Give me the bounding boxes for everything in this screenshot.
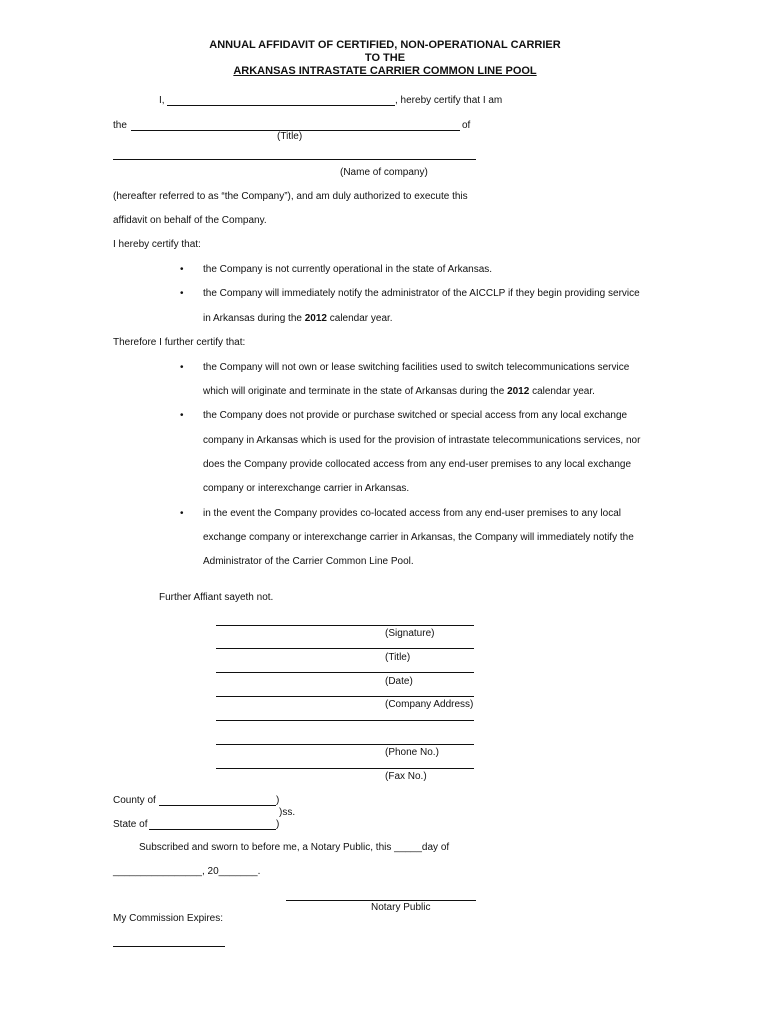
certify-bullet-2-line-1: the Company will immediately notify the administrator of the AICCLP if they begin providing service (203, 288, 640, 299)
certify-bullet-2-line-2: in Arkansas during the 2012 calendar year. (203, 313, 393, 324)
certify-bullet-1: the Company is not currently operational in the state of Arkansas. (203, 264, 493, 275)
certify-suffix: , hereby certify that I am (395, 95, 503, 106)
phone-label: (Phone No.) (385, 747, 439, 758)
i-prefix: I, (159, 95, 165, 106)
county-label: County of (113, 795, 156, 806)
date-line[interactable] (216, 672, 474, 673)
company-address-line[interactable] (216, 696, 474, 697)
document-title-line-2: TO THE (364, 52, 406, 64)
bullet-icon: • (180, 288, 184, 299)
signature-label: (Signature) (385, 628, 435, 639)
paren-bottom: ) (276, 819, 280, 830)
fax-line[interactable] (216, 768, 474, 769)
notary-signature-line[interactable] (286, 900, 476, 901)
county-line[interactable] (159, 805, 276, 806)
title-label: (Title) (277, 131, 303, 142)
further-bullet-2-line-3: does the Company provide collocated access from any end-user premises to any local exchange (203, 459, 632, 470)
bullet-icon: • (180, 508, 184, 519)
further-bullet-3-line-2: exchange company or interexchange carrier in Arkansas, the Company will immediately notify the (203, 532, 634, 543)
signer-title-line[interactable] (216, 648, 474, 649)
bullet-icon: • (180, 362, 184, 373)
document-title-line-1: ANNUAL AFFIDAVIT OF CERTIFIED, NON-OPERATIONAL CARRIER (209, 39, 561, 51)
paren-top: ) (276, 795, 280, 806)
signer-title-label: (Title) (385, 652, 411, 663)
date-label: (Date) (385, 676, 413, 687)
further-bullet-2-line-1: the Company does not provide or purchase switched or special access from any local exchange (203, 410, 628, 421)
state-label: State of (113, 819, 148, 830)
further-bullet-2-line-2: company in Arkansas which is used for the provision of intrastate telecommunications services, nor (203, 435, 641, 446)
year-2012: 2012 (304, 313, 327, 324)
company-name-line[interactable] (113, 159, 476, 160)
year-2012: 2012 (507, 386, 530, 397)
further-bullet-1-line-2: which will originate and terminate in the state of Arkansas during the 2012 calendar year. (203, 386, 595, 397)
company-address-label: (Company Address) (385, 699, 474, 710)
affidavit-text: affidavit on behalf of the Company. (113, 215, 267, 226)
further-bullet-3-line-3: Administrator of the Carrier Common Line Pool. (203, 556, 414, 567)
commission-date-line[interactable] (113, 946, 225, 947)
affiant-text: Further Affiant sayeth not. (159, 592, 274, 603)
fax-label: (Fax No.) (385, 771, 427, 782)
company-address-line-2[interactable] (216, 720, 474, 721)
ss-label: )ss. (279, 807, 296, 818)
subscribed-text: Subscribed and sworn to before me, a Notary Public, this _____day of (139, 842, 450, 853)
state-line[interactable] (149, 829, 276, 830)
date-fill-line: ________________, 20_______. (113, 866, 261, 877)
certify-heading: I hereby certify that: (113, 239, 201, 250)
of-suffix: of (462, 120, 471, 131)
further-bullet-3-line-1: in the event the Company provides co-located access from any end-user premises to any local (203, 508, 621, 519)
the-prefix: the (113, 120, 127, 131)
bullet-icon: • (180, 410, 184, 421)
company-label: (Name of company) (340, 167, 428, 178)
further-heading: Therefore I further certify that: (113, 337, 246, 348)
affiant-name-line[interactable] (167, 105, 395, 106)
commission-label: My Commission Expires: (113, 913, 224, 924)
bullet-icon: • (180, 264, 184, 275)
signature-line[interactable] (216, 625, 474, 626)
phone-line[interactable] (216, 744, 474, 745)
further-bullet-1-line-1: the Company will not own or lease switching facilities used to switch telecommunications service (203, 362, 630, 373)
document-title-line-3: ARKANSAS INTRASTATE CARRIER COMMON LINE POOL (233, 65, 537, 77)
further-bullet-2-line-4: company or interexchange carrier in Arkansas. (203, 483, 410, 494)
notary-public-label: Notary Public (371, 902, 431, 913)
hereafter-text: (hereafter referred to as “the Company”), and am duly authorized to execute this (113, 191, 468, 202)
